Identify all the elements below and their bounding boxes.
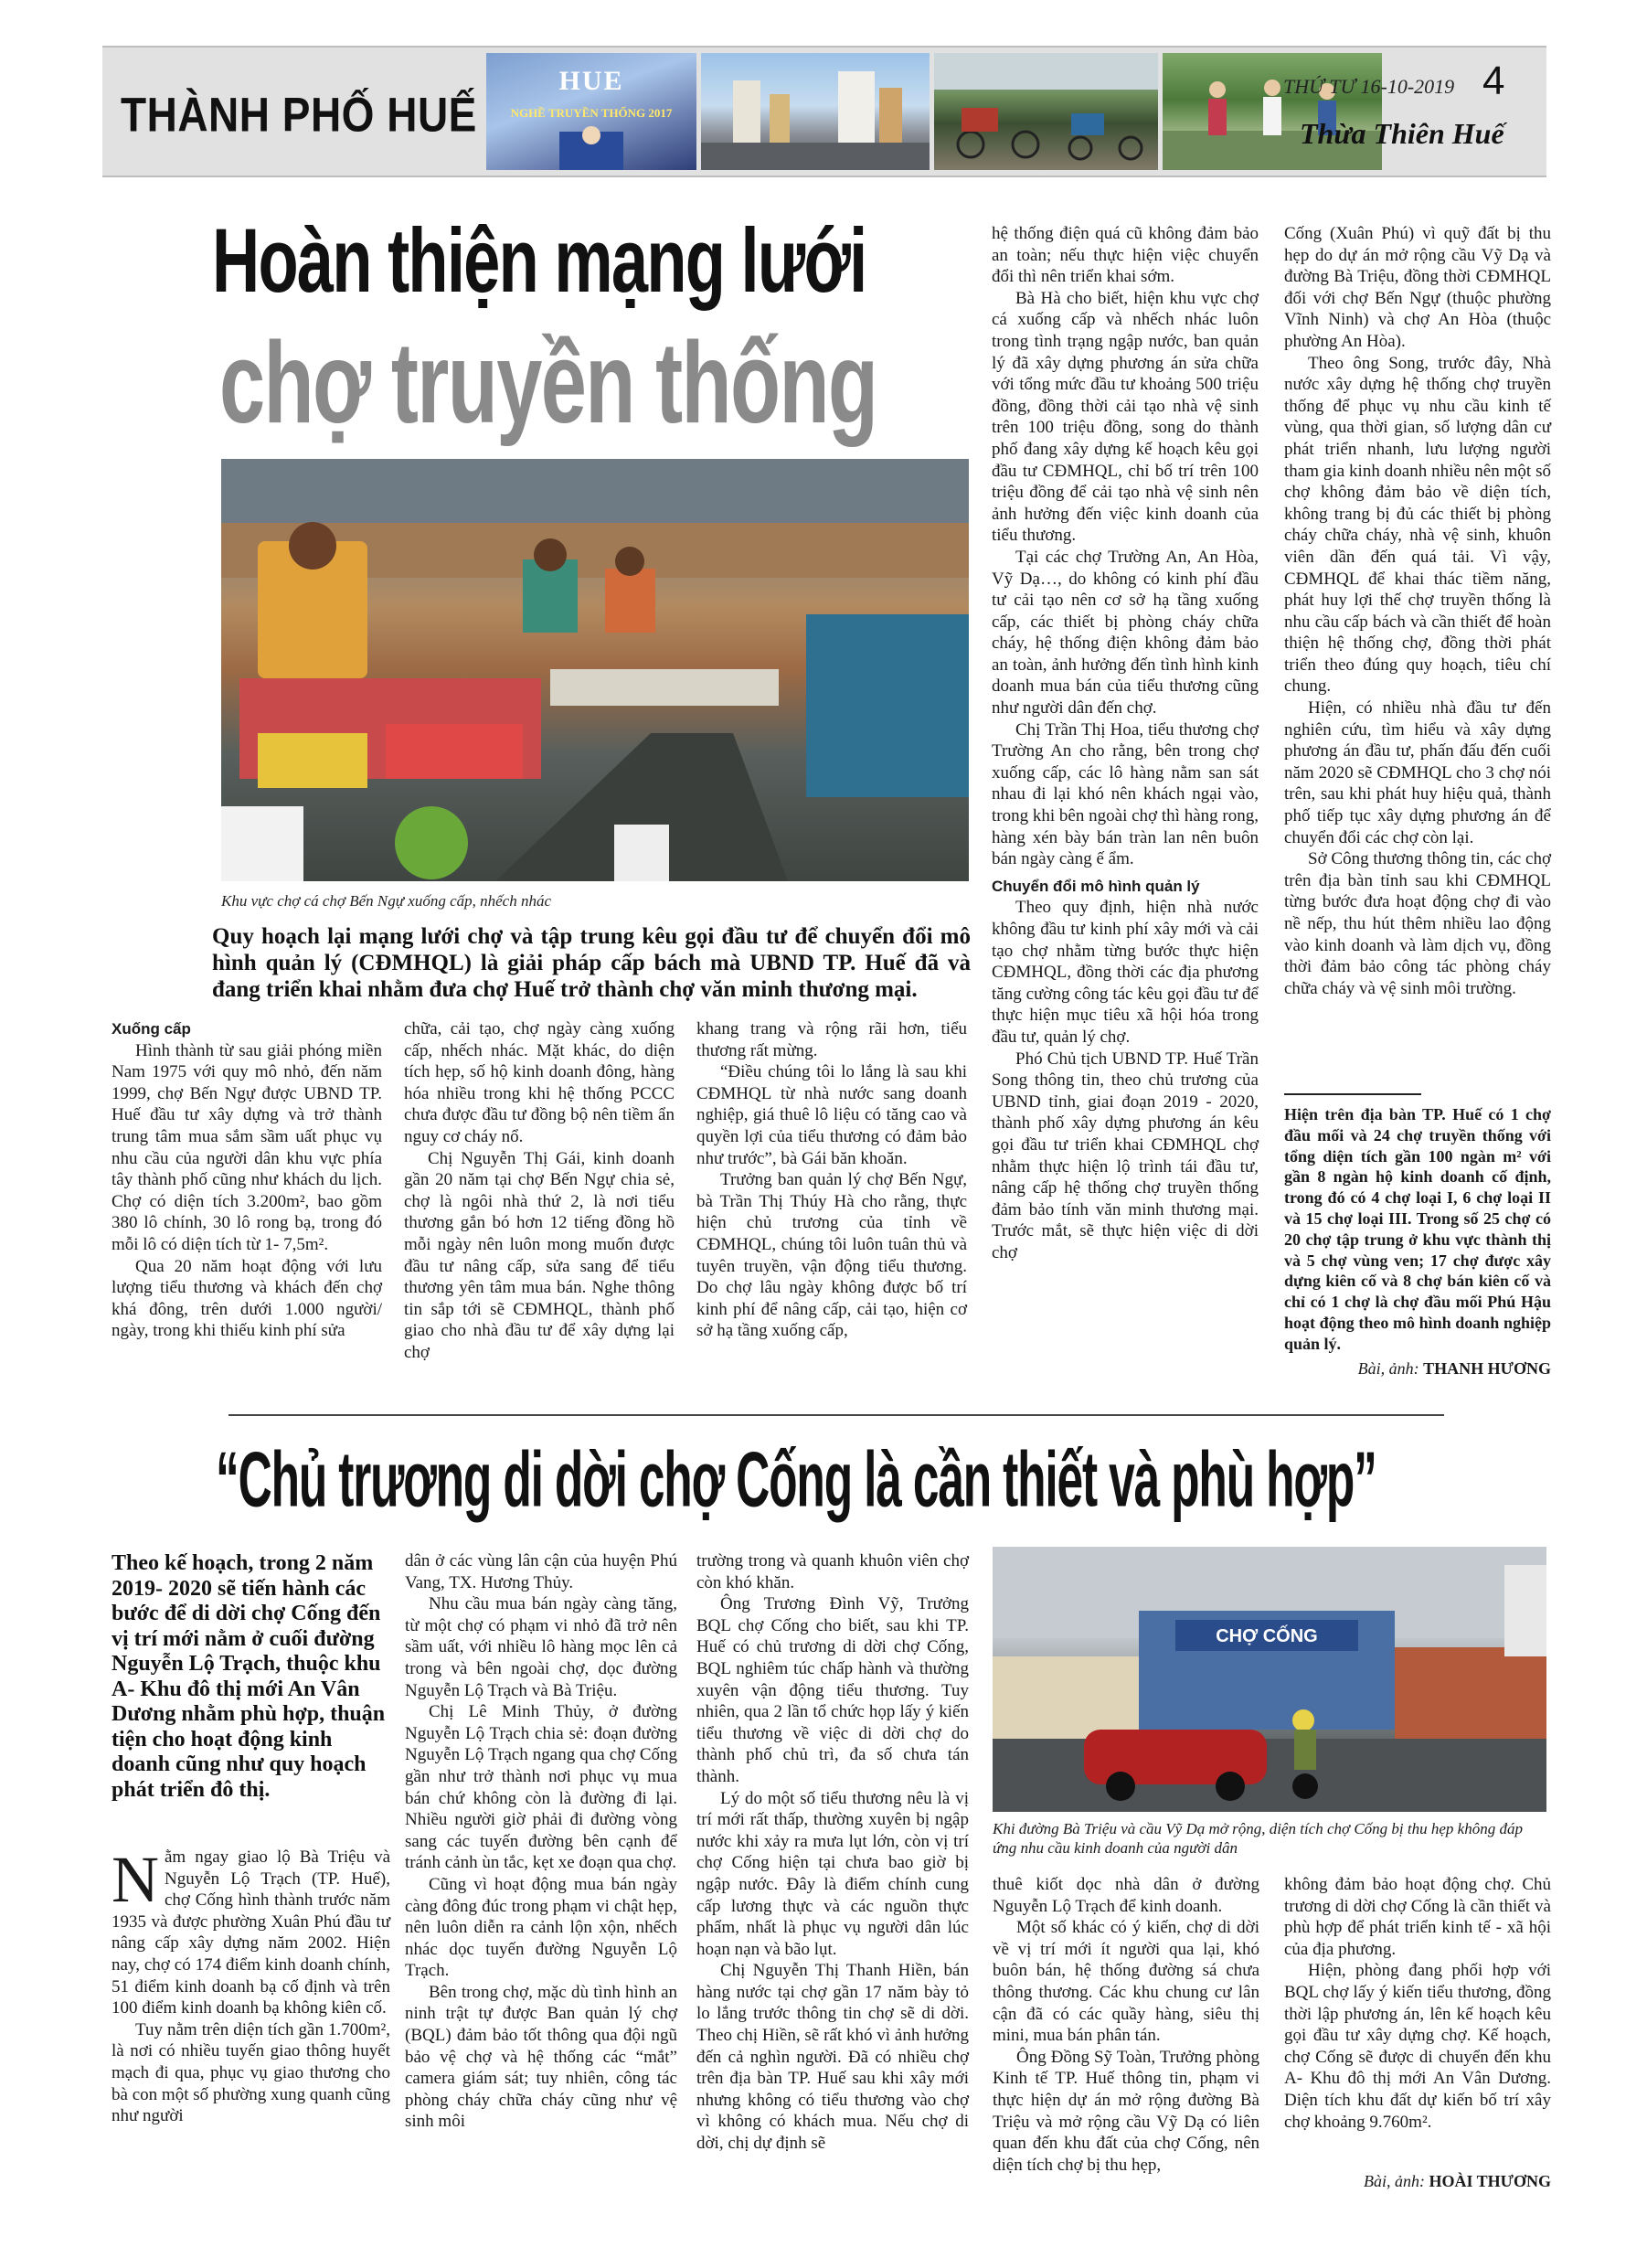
article-separator — [228, 1414, 1444, 1416]
paragraph: Một số khác có ý kiến, chợ di dời về vị trí mới ít người qua lại, khó buôn bán, hệ thống đường sá chưa thông thương. Các khu chung cư lân cận đã có các quầy hàng, siêu thị mini, mua bán phân tán. — [993, 1918, 1259, 2046]
market-stalls-illustration — [221, 459, 969, 881]
paragraph: Theo quy định, hiện nhà nước không đầu tư kinh phí xây mới và cải tạo chợ nhằm từng bước thực hiện CĐMHQL, đồng thời các địa phương tăng cường công tác kêu gọi đầu tư để thực hiện mục tiêu xã hội hóa trong đầu tư, quản lý chợ. — [992, 898, 1259, 1047]
byline-author: THANH HƯƠNG — [1423, 1359, 1551, 1378]
paragraph: hệ thống điện quá cũ không đảm bảo an toàn; nếu thực hiện việc chuyển đổi thì nên triển khai sớm. — [992, 224, 1259, 287]
paragraph: Bà Hà cho biết, hiện khu vực chợ cá xuống cấp và nhếch nhác luôn trong tình trạng ngập nước, ban quản lý đã xây dựng phương án sửa chữa với tổng mức đầu tư khoảng 500 triệu đồng, đồng thời cải tạo nhà vệ sinh trên 100 triệu đồng, song do thành phố đang xây dựng kế hoạch kêu gọi đầu tư CĐMHQL, chỉ bố trí trên 100 triệu đồng để cải tạo nhà vệ sinh nên ảnh hưởng đến việc kinh doanh của tiểu thương. — [992, 288, 1259, 546]
byline-label: Bài, ảnh: — [1357, 1359, 1419, 1378]
paragraph: Theo ông Song, trước đây, Nhà nước xây dựng hệ thống chợ truyền thống để phục vụ nhu cầu kinh tế vùng, qua thời gian, số lượng dân cư phát triển nhanh, lưu lượng người tham gia kinh doanh nhiều nên một số chợ không đảm bảo về diện tích, không trang bị đủ các thiết bị phòng cháy chữa cháy, nhà vệ sinh, khuôn viên dần đến quá tải. Vì vậy, CĐMHQL để khai thác tiềm năng, phát huy lợi thế chợ truyền thống là nhu cầu cấp bách và cần thiết để hoàn thiện hệ thống chợ, đồng thời phát triển theo đúng quy hoạch, tiêu chí chung. — [1284, 353, 1551, 697]
header-thumbnail-street — [701, 53, 930, 170]
article2-headline: “Chủ trương di dời chợ Cống là cần thiết và phù hợp” — [216, 1434, 1376, 1523]
newspaper-brand: Thừa Thiên Huế — [1300, 117, 1504, 150]
paragraph: “Điều chúng tôi lo lắng là sau khi CĐMHQL từ nhà nước sang doanh nghiệp, giá thuê lô liệu có tăng cao và quyền lợi của tiểu thương có đảm bảo như trước”, bà Gái băn khoăn. — [696, 1062, 967, 1168]
header-thumbnail-cyclos — [934, 53, 1158, 170]
thumbnail-figure-icon — [550, 122, 632, 170]
article2-photo-caption: Khi đường Bà Triệu và cầu Vỹ Dạ mở rộng, diện tích chợ Cống bị thu hẹp không đáp ứng nhu cầu kinh doanh của người dân — [993, 1820, 1523, 1857]
street-buildings-illustration — [701, 53, 930, 170]
paragraph: Cũng vì hoạt động mua bán ngày càng đông đúc trong phạm vi chật hẹp, nên luôn diễn ra cảnh lộn xộn, nhếch nhác dọc tuyến đường Nguyễn Lộ Trạch. — [405, 1874, 677, 1981]
article2-column-3 — [696, 1550, 969, 2155]
article1-subhead-1: Xuống cấp — [112, 1020, 191, 1038]
paragraph: Tuy nằm trên diện tích gần 1.700m², là nơi có nhiều tuyến giao thông huyết mạch đi qua, phục vụ giao thương cho bà con một số phường xung quanh cũng như người — [112, 2019, 390, 2126]
article2-column-1 — [112, 1843, 390, 2127]
box-divider — [1284, 1093, 1421, 1095]
article1-byline — [1280, 1359, 1551, 1379]
garden-visitors-illustration — [1163, 53, 1382, 170]
paragraph: khang trang và rộng rãi hơn, tiểu thương rất mừng. — [696, 1019, 967, 1060]
paragraph: Lý do một số tiểu thương nêu là vị trí mới rất thấp, thường xuyên bị ngập nước khi xảy ra mưa lụt lớn, còn vị trí chợ Cống hiện tại chưa bao giờ bị ngập nước. Đây là điểm chính cung cấp lương thực và các nguồn thực phẩm, nhất là phục vụ người dân lúc hoạn nạn và bão lụt. — [696, 1788, 969, 1959]
paragraph: Cống (Xuân Phú) vì quỹ đất bị thu hẹp do dự án mở rộng cầu Vỹ Dạ và đường Bà Triệu, đồng thời CĐMHQL đối với chợ Bến Ngự (thuộc phường Vĩnh Ninh) và chợ An Hòa (thuộc phường An Hòa). — [1284, 224, 1551, 351]
paragraph: Phó Chủ tịch UBND TP. Huế Trần Song thông tin, theo chủ trương của UBND tỉnh, giai đoạn 2019 - 2020, thành phố xây dựng phương án kêu gọi đầu tư triển khai CĐMHQL chợ nhằm thực hiện lộ trình tái đầu tư, nâng cấp hệ thống chợ truyền thống đảm bảo tính văn minh thương mại. Trước mắt, sẽ thực hiện việc di dời chợ — [992, 1049, 1259, 1262]
article1-photo-fish-market — [221, 459, 969, 881]
paragraph: không đảm bảo hoạt động chợ. Chủ trương di dời chợ Cống là cần thiết và phù hợp để phát triển kinh tế - xã hội của địa phương. — [1284, 1875, 1551, 1959]
paragraph: Ông Trương Đình Vỹ, Trưởng BQL chợ Cống cho biết, sau khi TP. Huế có chủ trương di dời chợ Cống, BQL nghiêm túc chấp hành và thường xuyên vận động tiểu thương. Tuy nhiên, qua 2 lần tổ chức họp lấy ý kiến tiểu thương về việc di dời chợ do thành phố chủ trì, đa số chưa tán thành. — [696, 1594, 969, 1786]
dropcap: N — [112, 1843, 159, 1916]
section-title: THÀNH PHỐ HUẾ — [121, 87, 477, 142]
article1-column-1 — [112, 1018, 382, 1342]
article1-photo-caption: Khu vực chợ cá chợ Bến Ngự xuống cấp, nhếch nhác — [221, 892, 552, 910]
paragraph: Sở Công thương thông tin, các chợ trên địa bàn tỉnh sau khi CĐMHQL từng bước đưa hoạt động chợ đi vào nề nếp, thu hút thêm nhiều lao động vào kinh doanh và làm dịch vụ, đồng thời đảm bảo công tác phòng cháy chữa cháy và vệ sinh môi trường. — [1284, 849, 1551, 998]
header-thumbnail-garden — [1163, 53, 1382, 170]
paragraph: Chị Nguyễn Thị Gái, kinh doanh gần 20 năm tại chợ Bến Ngự chia sẻ, chợ là ngôi nhà thứ 2, là nơi tiểu thương gắn bó hơn 12 tiếng đồng hồ mỗi ngày nên luôn mong muốn được đầu tư nâng cấp, sửa sang để tiểu thương yên tâm mua bán. Nghe thông tin sắp tới sẽ CĐMHQL, thành phố giao cho nhà đầu tư để xây dựng lại chợ — [404, 1148, 675, 1362]
article2-column-2 — [405, 1550, 677, 2133]
article1-column-4 — [992, 223, 1259, 1264]
page-number: 4 — [1482, 59, 1505, 103]
paragraph: chữa, cải tạo, chợ ngày càng xuống cấp, nhếch nhác. Mặt khác, do diện tích hẹp, số hộ kinh doanh đông, hàng hóa nhiều trong khi hệ thống PCCC chưa được đầu tư đồng bộ nên tiềm ẩn nguy cơ cháy nổ. — [404, 1019, 675, 1146]
article2-byline — [1280, 2172, 1551, 2191]
paragraph — [112, 1843, 390, 2019]
page-header — [102, 46, 1546, 177]
cyclo-riders-illustration — [934, 53, 1158, 170]
paragraph: Tại các chợ Trường An, An Hòa, Vỹ Dạ…, do không có kinh phí đầu tư cải tạo nên cơ sở hạ tầng xuống cấp, các thiết bị phòng cháy chữa cháy, hệ thống điện không đảm bảo an toàn, ảnh hưởng đến tình hình kinh doanh mua bán của tiểu thương cũng như người dân đến chợ. — [992, 547, 1259, 719]
paragraph: Trưởng ban quản lý chợ Bến Ngự, bà Trần Thị Thúy Hà cho rằng, thực hiện chủ trương của tỉnh về CĐMHQL, chúng tôi luôn tuân thủ và tuyên truyền, vận động tiểu thương. Do chợ lâu ngày không được bố trí kinh phí để nâng cấp, cải tạo, hiện cơ sở hạ tầng xuống cấp, — [696, 1170, 967, 1341]
thumbnail-title: HUE — [558, 66, 624, 96]
article2-photo-cong-market — [993, 1547, 1546, 1812]
issue-date: THỨ TƯ 16-10-2019 — [1283, 75, 1455, 98]
paragraph: thuê kiốt dọc nhà dân ở đường Nguyễn Lộ Trạch để kinh doanh. — [993, 1875, 1259, 1916]
article2-column-4 — [993, 1874, 1259, 2176]
paragraph-text: ằm ngay giao lộ Bà Triệu và Nguyễn Lộ Trạch (TP. Huế), chợ Cống hình thành trước năm 1935 và được phường Xuân Phú đầu tư nâng cấp xây dựng năm 2002. Hiện nay, chợ có 174 điểm kinh doanh chính, 51 điểm kinh doanh bạ cố định và trên 100 điểm kinh doanh bạ không kiên cố. — [112, 1847, 390, 2018]
paragraph: Chị Nguyễn Thị Thanh Hiền, bán hàng nước tại chợ gần 17 năm bày tỏ lo lắng trước thông tin chợ sẽ di dời. Theo chị Hiền, sẽ rất khó vì ảnh hưởng đến cả nghìn người. Đã có nhiều chợ trên địa bàn TP. Huế sau khi xây mới nhưng không có tiểu thương vào chợ vì không có khách mua. Nếu chợ di dời, chị dự định sẽ — [696, 1961, 969, 2154]
paragraph: trường trong và quanh khuôn viên chợ còn khó khăn. — [696, 1551, 969, 1592]
article1-column-2 — [404, 1018, 675, 1364]
article1-headline-line1: Hoàn thiện mạng lưới — [212, 209, 866, 312]
paragraph: Chị Trần Thị Hoa, tiểu thương chợ Trường An cho rằng, bên trong chợ xuống cấp, các lô hàng nằm san sát nhau đi lại khó nên khách ngại vào, trong khi bên ngoài chợ thì hàng rong, hàng xén bày bán tràn lan nên buôn bán ngày càng ế ẩm. — [992, 719, 1259, 869]
cong-market-street-illustration — [993, 1547, 1546, 1812]
paragraph: Hiện, phòng đang phối hợp với BQL chợ lấy ý kiến tiểu thương, đồng thời lập phương án, lên kế hoạch kêu gọi đầu tư xây dựng chợ. Kế hoạch, chợ Cống sẽ được di chuyển đến khu A- Khu đô thị mới An Vân Dương. Diện tích khu đất dự kiến bố trí xây chợ khoảng 9.760m². — [1284, 1961, 1551, 2132]
article1-lead: Quy hoạch lại mạng lưới chợ và tập trung kêu gọi đầu tư để chuyển đổi mô hình quản lý (CĐMHQL) là giải pháp cấp bách mà UBND TP. Huế đã và đang triển khai nhằm đưa chợ Huế trở thành chợ văn minh thương mại. — [212, 924, 971, 1002]
article1-fact-box: Hiện trên địa bàn TP. Huế có 1 chợ đầu mối và 24 chợ truyền thống với tổng diện tích gần 100 ngàn m² với gần 8 ngàn hộ kinh doanh cố định, trong đó có 4 chợ loại I, 6 chợ loại II và 15 chợ loại III. Trong số 25 chợ có 20 chợ tập trung ở khu vực thành thị và 5 chợ vùng ven; 17 chợ được xây dựng kiên cố và 8 chợ bán kiên cố và chỉ có 1 chợ là chợ đầu mối Phú Hậu hoạt động theo mô hình doanh nghiệp quản lý. — [1284, 1105, 1551, 1353]
market-sign: CHỢ CỐNG — [1216, 1626, 1318, 1646]
paragraph: Bên trong chợ, mặc dù tình hình an ninh trật tự được Ban quản lý chợ (BQL) đảm bảo tốt thông qua đội ngũ bảo vệ chợ và hệ thống các “mắt” camera giám sát; tuy nhiên, công tác phòng cháy chữa cháy cũng như vệ sinh môi — [405, 1982, 677, 2132]
paragraph: Hiện, có nhiều nhà đầu tư đến nghiên cứu, tìm hiểu và xây dựng phương án đầu tư, phấn đấu đến cuối năm 2020 sẽ CĐMHQL cho 3 chợ nói trên, sau khi phát huy hiệu quả, thành phố tiếp tục xây dựng phương án để chuyển đổi các chợ còn lại. — [1284, 698, 1551, 847]
article2-column-5 — [1284, 1874, 1551, 2133]
thumbnail-subtitle: NGHỀ TRUYỀN THỐNG 2017 — [510, 106, 673, 120]
paragraph: Qua 20 năm hoạt động với lưu lượng tiểu thương và khách đến chợ khá đông, trên dưới 1.000 người/ ngày, trong khi thiếu kinh phí sửa — [112, 1256, 382, 1341]
article2-lead: Theo kế hoạch, trong 2 năm 2019- 2020 sẽ tiến hành các bước để di dời chợ Cống đến vị trí mới nằm ở cuối đường Nguyễn Lộ Trạch, thuộc khu A- Khu đô thị mới An Vân Dương nhằm phù hợp, thuận tiện cho hoạt động kinh doanh cũng như quy hoạch phát triển đô thị. — [112, 1551, 386, 1802]
article1-column-5 — [1284, 223, 1551, 999]
paragraph: Chị Lê Minh Thủy, ở đường Nguyễn Lộ Trạch chia sẻ: đoạn đường Nguyễn Lộ Trạch ngang qua chợ Cống gần như trở thành nơi phục vụ mua bán chứ không còn là đường đi lại. Nhiều người giờ phải đi đường vòng sang các tuyến đường bên cạnh để tránh cảnh ùn tắc, kẹt xe đoạn qua chợ. — [405, 1702, 677, 1873]
header-thumbnail-festival — [486, 53, 696, 170]
byline-label: Bài, ảnh: — [1363, 2172, 1425, 2190]
byline-author: HOÀI THƯƠNG — [1429, 2172, 1551, 2190]
paragraph: dân ở các vùng lân cận của huyện Phú Vang, TX. Hương Thủy. — [405, 1551, 677, 1592]
paragraph: Ông Đồng Sỹ Toàn, Trưởng phòng Kinh tế TP. Huế thông tin, phạm vi thực hiện dự án mở rộng đường Bà Triệu và mở rộng cầu Vỹ Dạ có liên quan đến khu đất của chợ Cống, nên diện tích chợ bị thu hẹp, — [993, 2047, 1259, 2175]
paragraph: Hình thành từ sau giải phóng miền Nam 1975 với quy mô nhỏ, đến năm 1999, chợ Bến Ngự được UBND TP. Huế đầu tư xây dựng và trở thành trung tâm mua sắm sầm uất phục vụ nhu cầu của người dân khu vực phía tây thành phố cũng như khách du lịch. Chợ có diện tích 3.200m², bao gồm 380 lô chính, 30 lô rong bạ, trong đó mỗi lô có diện tích từ 1- 7,5m². — [112, 1040, 382, 1254]
paragraph: Nhu cầu mua bán ngày càng tăng, từ một chợ có phạm vi nhỏ đã trở nên sầm uất, với nhiều lô hàng mọc lên cả trong và bên ngoài chợ, dọc đường Nguyễn Lộ Trạch và Bà Triệu. — [405, 1594, 677, 1700]
article1-subhead-2: Chuyển đổi mô hình quản lý — [992, 877, 1200, 895]
article1-headline-line2: chợ truyền thống — [219, 318, 877, 448]
article1-column-3 — [696, 1018, 967, 1342]
